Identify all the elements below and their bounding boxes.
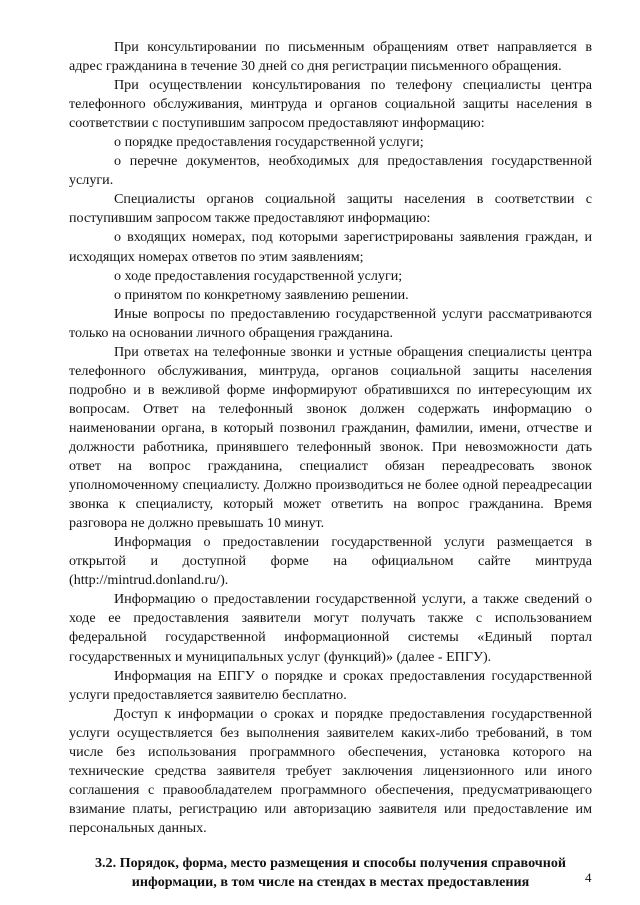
paragraph-written-requests: При консультировании по письменным обращениям ответ направляется в адрес гражданина в течение 30 дней со дня регистрации письменного обращения.	[69, 39, 592, 75]
paragraph-website-info: Информация о предоставлении государственной услуги размещается в открытой и доступной форме на официальном сайте минтруда (http://mintrud.donland.ru/).	[69, 534, 592, 589]
section-heading: 3.2. Порядок, форма, место размещения и способы получения справочной информации, в том числе на стендах в местах предоставления	[94, 854, 566, 891]
paragraph-item-procedure: о порядке предоставления государственной услуги;	[114, 134, 424, 151]
paragraph-phone-answers: При ответах на телефонные звонки и устные обращения специалисты центра телефонного обслуживания, минтруда, органов социальной защиты населения подробно и в вежливой форме информируют обратившихся по интересующим их вопросам. Ответ на телефонный звонок должен содержать информацию о наименовании органа, в который позвонил гражданин, фамилии, имени, отчестве и должности работника, принявшего телефонный звонок. При невозможности дать ответ на вопрос гражданина, специалист обязан переадресовать звонок уполномоченному специалисту. Должно производиться не более одной переадресации звонка к специалисту, который может ответить на вопрос гражданина. Время разговора не должно превышать 10 минут.	[69, 343, 592, 532]
paragraph-item-documents: о перечне документов, необходимых для предоставления государственной услуги.	[69, 153, 592, 189]
paragraph-item-incoming-numbers: о входящих номерах, под которыми зарегистрированы заявления граждан, и исходящих номерах ответов по этим заявлениям;	[69, 229, 592, 265]
page-number: 4	[585, 870, 592, 885]
paragraph-access: Доступ к информации о сроках и порядке предоставления государственной услуги осуществляется без выполнения заявителем каких-либо требований, в том числе без использования программного обеспечения, установка которого на технические средства заявителя требует заключения лицензионного или иного соглашения с правообладателем программного обеспечения, предусматривающего взимание платы, регистрацию или авторизацию заявителя или предоставление им персональных данных.	[69, 705, 592, 836]
paragraph-epgu-free: Информация на ЕПГУ о порядке и сроках предоставления государственной услуги предоставляется заявителю бесплатно.	[69, 667, 592, 703]
document-page	[69, 38, 592, 893]
paragraph-phone-consulting: При осуществлении консультирования по телефону специалисты центра телефонного обслуживания, минтруда и органов социальной защиты населения в соответствии с поступившим запросом предоставляют информацию:	[69, 77, 592, 132]
paragraph-item-progress: о ходе предоставления государственной услуги;	[114, 267, 403, 284]
paragraph-epgu-info: Информацию о предоставлении государственной услуги, а также сведений о ходе ее предоставления заявители могут получать также с использованием федеральной государственной информационной системы «Единый портал государственных и муниципальных услуг (функций)» (далее - ЕПГУ).	[69, 591, 592, 665]
paragraph-other-questions: Иные вопросы по предоставлению государственной услуги рассматриваются только на основании личного обращения гражданина.	[69, 305, 592, 341]
paragraph-social-protection: Специалисты органов социальной защиты населения в соответствии с поступившим запросом также предоставляют информацию:	[69, 191, 592, 227]
paragraph-item-decision: о принятом по конкретному заявлению решении.	[114, 286, 409, 303]
